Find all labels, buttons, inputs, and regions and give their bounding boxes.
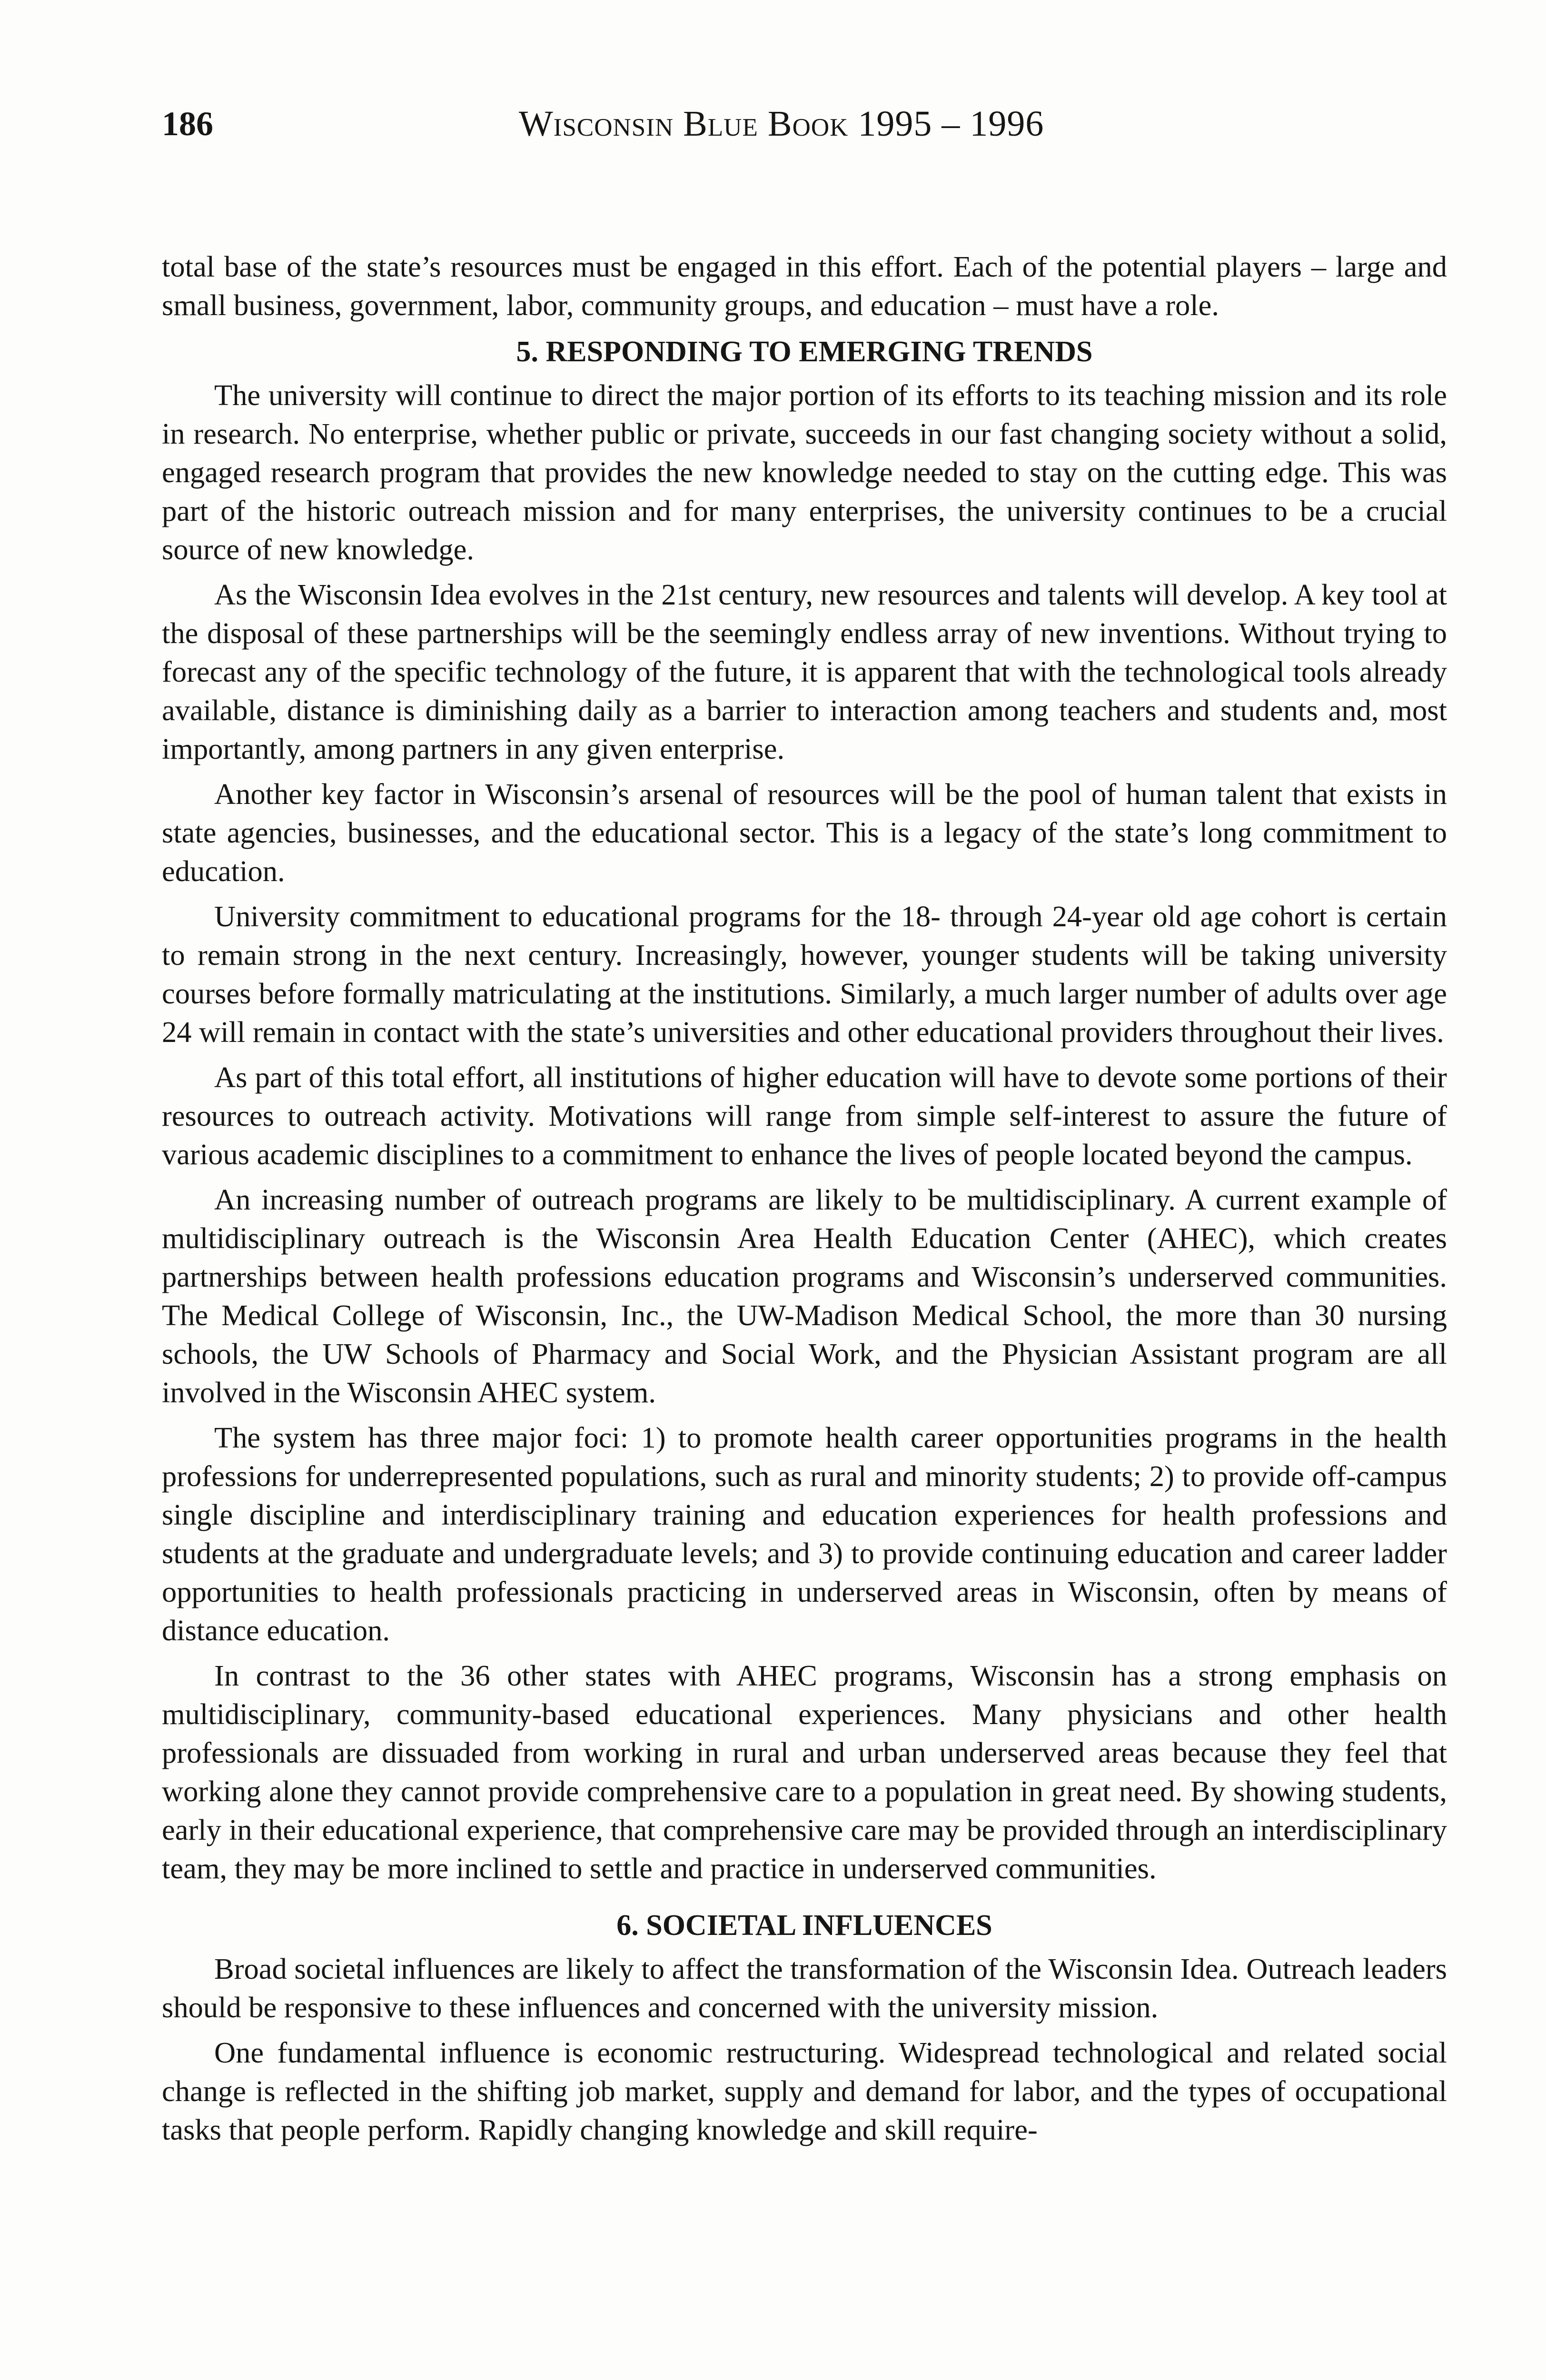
body-text xyxy=(162,248,1447,2156)
paragraph: As the Wisconsin Idea evolves in the 21st century, new resources and talents will develop. A key tool at the disposal of these partnerships will be the seemingly endless array of new inventions. Without trying to forecast any of the specific technology of the future, it is apparent that with the technological tools already available, distance is diminishing daily as a barrier to interaction among teachers and students and, most importantly, among partners in any given enterprise. xyxy=(162,578,1447,765)
paragraph: In contrast to the 36 other states with AHEC programs, Wisconsin has a strong emphasis on multidisciplinary, community-based educational experiences. Many physicians and other health professionals are dissuaded from working in rural and urban underserved areas because they feel that working alone they cannot provide comprehensive care to a population in great need. By showing students, early in their educational experience, that comprehensive care may be provided through an interdisciplinary team, they may be more inclined to settle and practice in underserved communities. xyxy=(162,1659,1447,1885)
paragraph: One fundamental influence is economic restructuring. Widespread technological and related social change is reflected in the shifting job market, supply and demand for labor, and the types of occupational tasks that people perform. Rapidly changing knowledge and skill require- xyxy=(162,2036,1447,2146)
paragraph: Broad societal influences are likely to affect the transformation of the Wisconsin Idea. Outreach leaders should be responsive to these influences and concerned with the university mission. xyxy=(162,1952,1447,2024)
paragraph: Another key factor in Wisconsin’s arsenal of resources will be the pool of human talent that exists in state agencies, businesses, and the educational sector. This is a legacy of the state’s long commitment to education. xyxy=(162,777,1447,888)
paragraph: The system has three major foci: 1) to promote health career opportunities programs in the health professions for underrepresented populations, such as rural and minority students; 2) to provide off-campus single discipline and interdisciplinary training and education experiences for health professions and students at the graduate and undergraduate levels; and 3) to provide continuing education and career ladder opportunities to health professionals practicing in underserved areas in Wisconsin, often by means of distance education. xyxy=(162,1421,1447,1647)
paragraph: The university will continue to direct the major portion of its efforts to its teaching mission and its role in research. No enterprise, whether public or private, succeeds in our fast changing society without a solid, engaged research program that provides the new knowledge needed to stay on the cutting edge. This was part of the historic outreach mission and for many enterprises, the university continues to be a crucial source of new knowledge. xyxy=(162,378,1447,566)
section-heading-societal-influences: 6. SOCIETAL INFLUENCES xyxy=(616,1909,992,1942)
paragraph: As part of this total effort, all institutions of higher education will have to devote some portions of their resources to outreach activity. Motivations will range from simple self-interest to assure the future of various academic disciplines to a commitment to enhance the lives of people located beyond the campus. xyxy=(162,1061,1447,1171)
continued-paragraph: total base of the state’s resources must be engaged in this effort. Each of the potential players – large and small business, government, labor, community groups, and education – must have a role. xyxy=(162,250,1447,322)
paragraph: An increasing number of outreach programs are likely to be multidisciplinary. A current example of multidisciplinary outreach is the Wisconsin Area Health Education Center (AHEC), which creates partnerships between health professions education programs and Wisconsin’s underserved communities. The Medical College of Wisconsin, Inc., the UW-Madison Medical School, the more than 30 nursing schools, the UW Schools of Pharmacy and Social Work, and the Physician Assistant program are all involved in the Wisconsin AHEC system. xyxy=(162,1183,1447,1409)
paragraph: University commitment to educational programs for the 18- through 24-year old age cohort is certain to remain strong in the next century. Increasingly, however, younger students will be taking university courses before formally matriculating at the institutions. Similarly, a much larger number of adults over age 24 will remain in contact with the state’s universities and other educational providers throughout their lives. xyxy=(162,900,1447,1049)
running-header xyxy=(162,95,1447,152)
section-heading-responding-to-emerging-trends: 5. RESPONDING TO EMERGING TRENDS xyxy=(516,336,1093,368)
page-number: 186 xyxy=(162,105,213,143)
running-title: Wisconsin Blue Book 1995 – 1996 xyxy=(519,104,1044,144)
